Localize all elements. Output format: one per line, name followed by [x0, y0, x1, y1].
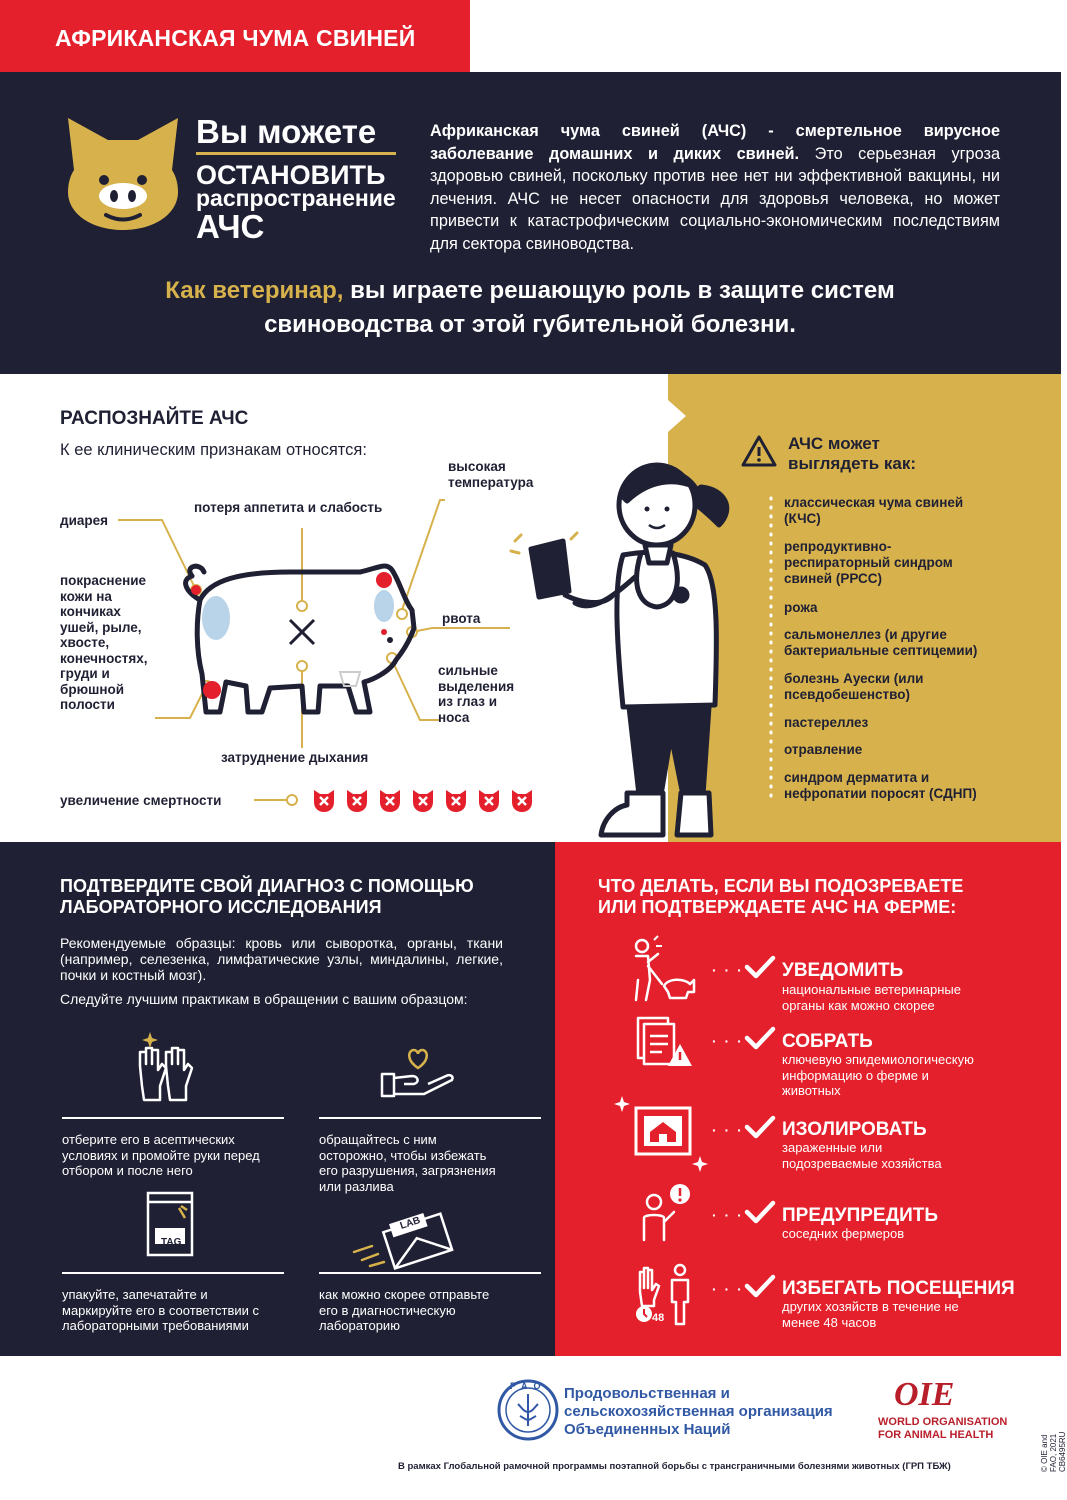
recognize-title: РАСПОЗНАЙТЕ АЧС — [60, 408, 249, 429]
warning-icon — [740, 434, 778, 468]
lookalike-item: болезнь Ауески (или псевдобешенство) — [784, 671, 924, 702]
recognize-subtitle: К ее клиническим признакам относятся: — [60, 441, 367, 459]
dotted-leader: · · · · — [712, 1207, 757, 1223]
clock-48-label: 48 — [652, 1312, 665, 1324]
warn-neighbors-icon — [638, 1182, 696, 1244]
hero-asf: АЧС — [196, 208, 265, 245]
gloves-icon — [130, 1030, 200, 1108]
lab-divider — [62, 1117, 284, 1119]
fao-name: Продовольственная и сельскохозяйственная организация Объединенных Наций — [564, 1385, 833, 1438]
action-desc-avoid: других хозяйств в течение не менее 48 часов — [782, 1299, 959, 1330]
lab-step-aseptic: отберите его в асептических условиях и промойте руки перед отбором и после него — [62, 1132, 260, 1178]
check-icon — [744, 1114, 776, 1140]
symptom-appetite: потеря аппетита и слабость — [194, 500, 383, 515]
isolate-farm-icon — [614, 1092, 710, 1172]
lab-samples-text: Рекомендуемые образцы: кровь или сыворотка, органы, ткани (например, селезенка, лимфатические узлы, миндалины, легкие, почки и костный мозг). — [60, 935, 503, 983]
lab-divider — [319, 1117, 541, 1119]
tag-label: TAG — [161, 1237, 182, 1248]
hand-heart-icon — [378, 1046, 458, 1102]
hero-spread: распространение — [196, 185, 396, 211]
actions-title: ЧТО ДЕЛАТЬ, ЕСЛИ ВЫ ПОДОЗРЕВАЕТЕ ИЛИ ПОДТВЕРЖДАЕТЕ АЧС НА ФЕРМЕ: — [598, 876, 964, 917]
oie-logo: OIE — [894, 1376, 955, 1413]
footer-note: В рамках Глобальной рамочной программы поэтапной борьбы с трансграничными болезнями животных (ГРП ТБЖ) — [398, 1461, 951, 1472]
lab-step-package: упакуйте, запечатайте и маркируйте его в соответствии с лабораторными требованиями — [62, 1287, 260, 1333]
fao-logo-text: FAO — [510, 1381, 547, 1391]
pig-head-icon — [58, 112, 188, 232]
lab-step-handle: обращайтесь с ним осторожно, чтобы избежать его разрушения, загрязнения или разлива — [319, 1132, 496, 1194]
notify-icon — [624, 934, 700, 1004]
lookalike-title: АЧС может выглядеть как: — [788, 434, 916, 473]
action-desc-isolate: зараженные или подозреваемые хозяйства — [782, 1140, 942, 1171]
documents-warning-icon — [634, 1014, 694, 1072]
action-desc-notify: национальные ветеринарные органы как можно скорее — [782, 982, 961, 1013]
lab-practices-text: Следуйте лучшим практикам в обращении с вашим образцом: — [60, 991, 468, 1007]
intro-bold: Африканская чума свиней (АЧС) - смертельное вирусное заболевание домашних и диких свиней. — [430, 122, 1000, 163]
dotted-leader: · · · · — [712, 1033, 757, 1049]
action-heading-collect: СОБРАТЬ — [782, 1031, 873, 1052]
dotted-leader: · · · · — [712, 1122, 757, 1138]
copyright: © OIE and FAO, 2021 CB6495RU — [1040, 1431, 1067, 1472]
intro-paragraph — [430, 120, 1000, 255]
vet-role-line2: свиноводства от этой губительной болезни. — [264, 311, 796, 338]
panel-notch — [668, 400, 686, 432]
lookalike-item: сальмонеллез (и другие бактериальные септицемии) — [784, 627, 978, 658]
lookalike-item: классическая чума свиней (КЧС) — [784, 495, 964, 526]
symptom-discharge: сильные выделения из глаз и носа — [438, 663, 515, 725]
lab-title: ПОДТВЕРДИТЕ СВОЙ ДИАГНОЗ С ПОМОЩЬЮ ЛАБОРАТОРНОГО ИССЛЕДОВАНИЯ — [60, 876, 474, 917]
lookalike-item: синдром дерматита и нефропатии поросят (СДНП) — [784, 770, 977, 801]
symptom-breathing: затруднение дыхания — [221, 750, 369, 765]
lab-label: LAB — [398, 1215, 422, 1232]
oie-name: WORLD ORGANISATION FOR ANIMAL HEALTH — [878, 1416, 1008, 1441]
lab-divider — [319, 1272, 541, 1274]
hero-underline — [196, 152, 396, 155]
symptom-fever: высокая температура — [448, 459, 534, 490]
lab-section — [0, 842, 555, 1356]
action-heading-warn: ПРЕДУПРЕДИТЬ — [782, 1205, 939, 1226]
intro-rest: Это серьезная угроза здоровью свиней, поскольку против нее нет ни эффективной вакцины, ни лечения. АЧС не несет опасности для здоровья человека, но может привести к катастрофическим социально-экономическим последствиям для сектора свиноводства. — [430, 144, 1000, 253]
vet-role-highlight: Как ветеринар, — [165, 277, 344, 304]
hero-you-can: Вы можете — [196, 113, 377, 150]
lookalike-item: пастереллез — [784, 715, 869, 730]
check-icon — [744, 954, 776, 980]
top-banner: АФРИКАНСКАЯ ЧУМА СВИНЕЙ — [0, 0, 470, 72]
action-desc-warn: соседних фермеров — [782, 1226, 905, 1241]
dead-pigs-icon — [310, 786, 535, 814]
action-heading-avoid: ИЗБЕГАТЬ ПОСЕЩЕНИЯ — [782, 1278, 1015, 1299]
lookalike-item: рожа — [784, 600, 818, 615]
symptom-diarrhea: диарея — [60, 513, 109, 528]
lookalike-item: репродуктивно- респираторный синдром свиней (РРСС) — [784, 539, 953, 586]
check-icon — [744, 1025, 776, 1051]
action-desc-collect: ключевую эпидемиологическую информацию о ферме и животных — [782, 1052, 974, 1098]
vet-role-rest: вы играете решающую роль в защите систем — [343, 277, 895, 304]
dotted-leader: · · · · — [712, 1281, 757, 1297]
action-heading-isolate: ИЗОЛИРОВАТЬ — [782, 1119, 927, 1140]
veterinarian-illustration — [505, 445, 735, 845]
header-white-strip — [470, 0, 1061, 72]
symptom-vomit: рвота — [442, 611, 481, 626]
hero-stop: ОСТАНОВИТЬ — [196, 160, 386, 190]
lookalike-item: отравление — [784, 742, 863, 757]
dotted-leader: · · · · — [712, 962, 757, 978]
lab-divider — [62, 1272, 284, 1274]
vet-role-statement — [60, 274, 1000, 342]
lookalike-dotted-line — [766, 494, 776, 804]
check-icon — [744, 1199, 776, 1225]
symptom-redness: покраснение кожи на кончиках ушей, рыле, хвосте, конечностях, груди и брюшной полости — [60, 573, 148, 712]
check-icon — [744, 1273, 776, 1299]
symptom-mortality: увеличение смертности — [60, 793, 222, 808]
lab-step-send: как можно скорее отправьте его в диагностическую лабораторию — [319, 1287, 490, 1333]
action-heading-notify: УВЕДОМИТЬ — [782, 960, 904, 981]
